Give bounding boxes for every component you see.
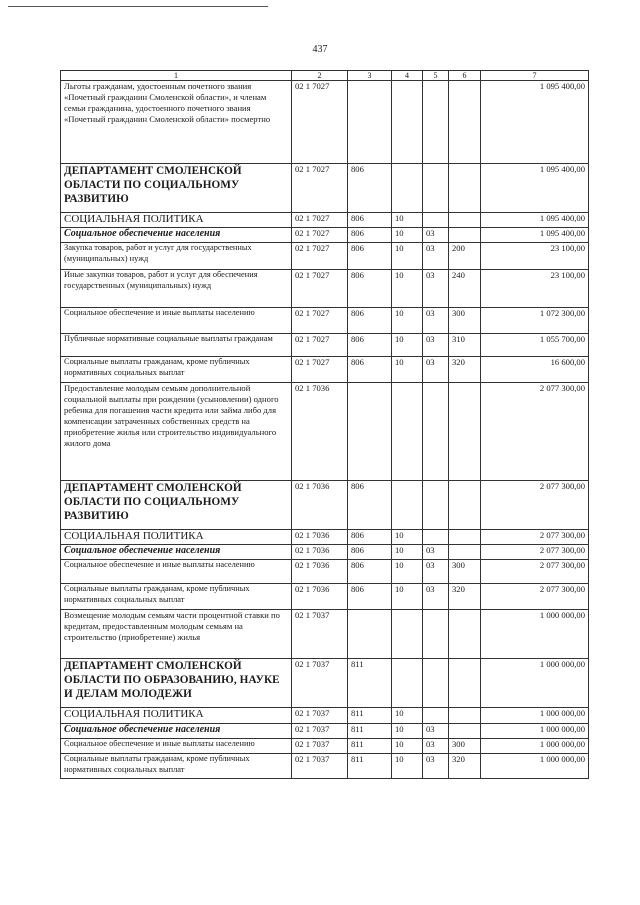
section-code — [392, 383, 423, 481]
target-code: 02 1 7027 — [292, 357, 348, 383]
amount: 1 000 000,00 — [481, 739, 589, 754]
target-code: 02 1 7027 — [292, 213, 348, 228]
amount: 1 095 400,00 — [481, 164, 589, 213]
subsection-code: 03 — [423, 308, 449, 334]
table-row — [61, 81, 589, 164]
header-cell: 1 — [61, 71, 292, 81]
section-code: 10 — [392, 754, 423, 779]
subsection-code: 03 — [423, 754, 449, 779]
section-code: 10 — [392, 708, 423, 724]
section-code — [392, 481, 423, 530]
amount: 1 000 000,00 — [481, 724, 589, 739]
section-code — [392, 164, 423, 213]
row-label: Закупка товаров, работ и услуг для государственных (муниципальных) нужд — [61, 243, 292, 270]
expense-type-code — [449, 383, 481, 481]
subsection-code — [423, 659, 449, 708]
target-code: 02 1 7027 — [292, 334, 348, 357]
department-code: 806 — [348, 357, 392, 383]
subsection-code — [423, 481, 449, 530]
expense-type-code: 310 — [449, 334, 481, 357]
row-label: ДЕПАРТАМЕНТ СМОЛЕНСКОЙ ОБЛАСТИ ПО СОЦИАЛЬНОМУ РАЗВИТИЮ — [61, 481, 292, 530]
target-code: 02 1 7036 — [292, 530, 348, 545]
section-code: 10 — [392, 243, 423, 270]
row-label: Социальное обеспечение населения — [61, 724, 292, 739]
target-code: 02 1 7037 — [292, 724, 348, 739]
expense-type-code — [449, 481, 481, 530]
target-code: 02 1 7027 — [292, 81, 348, 164]
department-code: 806 — [348, 308, 392, 334]
subsection-code: 03 — [423, 739, 449, 754]
expense-type-code — [449, 228, 481, 243]
amount: 23 100,00 — [481, 270, 589, 308]
table-row — [61, 584, 589, 610]
target-code: 02 1 7036 — [292, 545, 348, 560]
section-code: 10 — [392, 270, 423, 308]
expense-type-code — [449, 213, 481, 228]
section-code: 10 — [392, 545, 423, 560]
target-code: 02 1 7027 — [292, 243, 348, 270]
table-row — [61, 243, 589, 270]
target-code: 02 1 7037 — [292, 610, 348, 659]
department-code: 806 — [348, 545, 392, 560]
row-label: Социальное обеспечение населения — [61, 228, 292, 243]
row-label: СОЦИАЛЬНАЯ ПОЛИТИКА — [61, 708, 292, 724]
table-row — [61, 754, 589, 779]
section-code: 10 — [392, 213, 423, 228]
subsection-code — [423, 708, 449, 724]
target-code: 02 1 7027 — [292, 270, 348, 308]
amount: 2 077 300,00 — [481, 530, 589, 545]
amount: 2 077 300,00 — [481, 560, 589, 584]
amount: 2 077 300,00 — [481, 481, 589, 530]
department-code: 811 — [348, 708, 392, 724]
expense-type-code: 300 — [449, 739, 481, 754]
subsection-code: 03 — [423, 243, 449, 270]
subsection-code: 03 — [423, 724, 449, 739]
department-code: 806 — [348, 560, 392, 584]
header-cell: 3 — [348, 71, 392, 81]
target-code: 02 1 7036 — [292, 481, 348, 530]
row-label: Возмещение молодым семьям части процентной ставки по кредитам, предоставленным молодым семьям на строительство (приобретение) жилья — [61, 610, 292, 659]
row-label: Социальные выплаты гражданам, кроме публичных нормативных социальных выплат — [61, 754, 292, 779]
table-row — [61, 334, 589, 357]
table-row — [61, 228, 589, 243]
subsection-code: 03 — [423, 545, 449, 560]
amount: 1 000 000,00 — [481, 659, 589, 708]
row-label: Публичные нормативные социальные выплаты гражданам — [61, 334, 292, 357]
top-rule — [8, 6, 268, 7]
header-cell: 6 — [449, 71, 481, 81]
row-label: Иные закупки товаров, работ и услуг для обеспечения государственных (муниципальных) нужд — [61, 270, 292, 308]
amount: 2 077 300,00 — [481, 584, 589, 610]
subsection-code: 03 — [423, 228, 449, 243]
department-code: 806 — [348, 164, 392, 213]
expense-type-code: 320 — [449, 754, 481, 779]
section-code: 10 — [392, 228, 423, 243]
section-code: 10 — [392, 584, 423, 610]
target-code: 02 1 7027 — [292, 164, 348, 213]
expense-type-code — [449, 164, 481, 213]
amount: 16 600,00 — [481, 357, 589, 383]
target-code: 02 1 7036 — [292, 560, 348, 584]
amount: 2 077 300,00 — [481, 383, 589, 481]
subsection-code — [423, 610, 449, 659]
section-code — [392, 81, 423, 164]
row-label: Социальные выплаты гражданам, кроме публичных нормативных социальных выплат — [61, 357, 292, 383]
subsection-code: 03 — [423, 584, 449, 610]
table-row — [61, 659, 589, 708]
table-row — [61, 560, 589, 584]
subsection-code — [423, 213, 449, 228]
header-cell: 7 — [481, 71, 589, 81]
target-code: 02 1 7027 — [292, 308, 348, 334]
header-cell: 5 — [423, 71, 449, 81]
row-label: Социальное обеспечение и иные выплаты населению — [61, 308, 292, 334]
expense-type-code: 300 — [449, 308, 481, 334]
amount: 1 000 000,00 — [481, 708, 589, 724]
expense-type-code: 240 — [449, 270, 481, 308]
subsection-code — [423, 383, 449, 481]
department-code: 806 — [348, 334, 392, 357]
expense-type-code — [449, 724, 481, 739]
target-code: 02 1 7037 — [292, 659, 348, 708]
section-code: 10 — [392, 739, 423, 754]
section-code: 10 — [392, 560, 423, 584]
amount: 1 055 700,00 — [481, 334, 589, 357]
amount: 1 095 400,00 — [481, 213, 589, 228]
table-row — [61, 270, 589, 308]
target-code: 02 1 7036 — [292, 584, 348, 610]
department-code: 806 — [348, 530, 392, 545]
header-cell: 4 — [392, 71, 423, 81]
section-code: 10 — [392, 334, 423, 357]
section-code: 10 — [392, 530, 423, 545]
department-code — [348, 610, 392, 659]
department-code: 811 — [348, 739, 392, 754]
table-row — [61, 308, 589, 334]
amount: 1 072 300,00 — [481, 308, 589, 334]
section-code: 10 — [392, 357, 423, 383]
department-code: 806 — [348, 243, 392, 270]
expense-type-code — [449, 610, 481, 659]
subsection-code: 03 — [423, 270, 449, 308]
table-row — [61, 530, 589, 545]
expense-type-code — [449, 545, 481, 560]
target-code: 02 1 7036 — [292, 383, 348, 481]
table-row — [61, 724, 589, 739]
expense-type-code — [449, 530, 481, 545]
target-code: 02 1 7037 — [292, 708, 348, 724]
department-code — [348, 81, 392, 164]
page-number: 437 — [312, 44, 328, 55]
amount: 1 095 400,00 — [481, 81, 589, 164]
table-row — [61, 164, 589, 213]
amount: 23 100,00 — [481, 243, 589, 270]
section-code — [392, 659, 423, 708]
amount: 1 000 000,00 — [481, 610, 589, 659]
table-row — [61, 357, 589, 383]
table-row — [61, 481, 589, 530]
amount: 2 077 300,00 — [481, 545, 589, 560]
department-code — [348, 383, 392, 481]
expense-type-code — [449, 81, 481, 164]
department-code: 811 — [348, 659, 392, 708]
table-row — [61, 383, 589, 481]
target-code: 02 1 7027 — [292, 228, 348, 243]
row-label: Предоставление молодым семьям дополнительной социальной выплаты при рождении (усыновлении) одного ребенка для погашения части кредита или займа либо для компенсации затраченных собственных средств на приобретение жилья или строительство индивидуального жилого дома — [61, 383, 292, 481]
row-label: Социальное обеспечение и иные выплаты населению — [61, 560, 292, 584]
row-label: Социальное обеспечение населения — [61, 545, 292, 560]
header-cell: 2 — [292, 71, 348, 81]
row-label: Социальное обеспечение и иные выплаты населению — [61, 739, 292, 754]
subsection-code — [423, 81, 449, 164]
subsection-code — [423, 530, 449, 545]
subsection-code: 03 — [423, 334, 449, 357]
budget-table — [60, 70, 589, 779]
section-code: 10 — [392, 308, 423, 334]
row-label: Социальные выплаты гражданам, кроме публичных нормативных социальных выплат — [61, 584, 292, 610]
table-row — [61, 739, 589, 754]
section-code — [392, 610, 423, 659]
subsection-code — [423, 164, 449, 213]
header-row — [61, 71, 589, 81]
table-row — [61, 213, 589, 228]
department-code: 806 — [348, 584, 392, 610]
department-code: 806 — [348, 481, 392, 530]
amount: 1 095 400,00 — [481, 228, 589, 243]
expense-type-code: 300 — [449, 560, 481, 584]
row-label: СОЦИАЛЬНАЯ ПОЛИТИКА — [61, 530, 292, 545]
table-row — [61, 708, 589, 724]
row-label: Льготы гражданам, удостоенным почетного звания «Почетный гражданин Смоленской области», и членам семьи гражданина, удостоенного почетного звания «Почетный гражданин Смоленской области» посмертно — [61, 81, 292, 164]
expense-type-code — [449, 659, 481, 708]
target-code: 02 1 7037 — [292, 754, 348, 779]
row-label: СОЦИАЛЬНАЯ ПОЛИТИКА — [61, 213, 292, 228]
expense-type-code: 320 — [449, 584, 481, 610]
subsection-code: 03 — [423, 357, 449, 383]
department-code: 806 — [348, 228, 392, 243]
expense-type-code — [449, 708, 481, 724]
row-label: ДЕПАРТАМЕНТ СМОЛЕНСКОЙ ОБЛАСТИ ПО ОБРАЗОВАНИЮ, НАУКЕ И ДЕЛАМ МОЛОДЕЖИ — [61, 659, 292, 708]
department-code: 811 — [348, 754, 392, 779]
target-code: 02 1 7037 — [292, 739, 348, 754]
subsection-code: 03 — [423, 560, 449, 584]
expense-type-code: 200 — [449, 243, 481, 270]
amount: 1 000 000,00 — [481, 754, 589, 779]
department-code: 806 — [348, 270, 392, 308]
row-label: ДЕПАРТАМЕНТ СМОЛЕНСКОЙ ОБЛАСТИ ПО СОЦИАЛЬНОМУ РАЗВИТИЮ — [61, 164, 292, 213]
department-code: 806 — [348, 213, 392, 228]
expense-type-code: 320 — [449, 357, 481, 383]
section-code: 10 — [392, 724, 423, 739]
table-row — [61, 610, 589, 659]
table-row — [61, 545, 589, 560]
department-code: 811 — [348, 724, 392, 739]
